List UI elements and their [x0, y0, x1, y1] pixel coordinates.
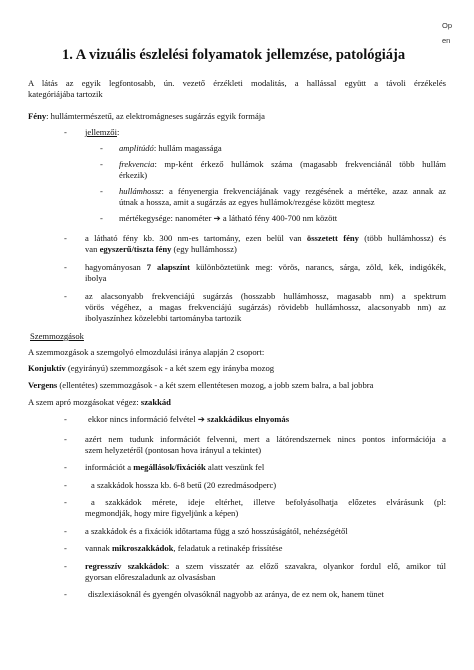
bullet-dash: - — [64, 497, 67, 507]
szakkad-bullet-2-line-1: azért nem tudunk információt felvenni, mert a látórendszernek nincs pontos információja a — [85, 434, 446, 444]
szakkad-bullet-3: információt a megállások/fixációk alatt veszünk fel — [85, 462, 265, 472]
bullet-dash: - — [64, 561, 67, 571]
bullet-dash: - — [64, 589, 67, 599]
bullet-dash: - — [64, 526, 67, 536]
feny-text: : hullámtermészetű, az elektromágneses sugárzás egyik formája — [46, 111, 265, 121]
corner-line-1: Op — [442, 21, 453, 30]
szemmozgasok-intro: A szemmozgások a szemgolyó elmozdulási iránya alapján 2 csoport: — [28, 347, 265, 357]
konjuktiv-line: Konjuktív (egyirányú) szemmozgások - a két szem egy irányba mozog — [28, 363, 275, 373]
corner-line-2: en — [442, 36, 451, 45]
feny-bullet-2-line-2: ibolya — [85, 273, 107, 283]
prop-amplitudo: amplitúdó: hullám magassága — [119, 143, 222, 153]
prop-hullamhossz-line-2: útnak a hossza, amit a sugárzás az egyes hullámok/rezgése között megtesz — [119, 197, 375, 207]
szakkad-bullet-1: ekkor nincs információ felvétel ➔ szakkádikus elnyomás — [88, 414, 290, 424]
prop-frekvencia-line-1: frekvencia: mp-ként érkező hullámok száma (magasabb frekvenciánál több hullám — [119, 159, 446, 169]
szakkad-bullet-2-line-2: szem helyzetéről (pontosan hova irányul a tekintet) — [85, 445, 262, 455]
section-heading-szemmozgasok: Szemmozgások — [30, 331, 84, 341]
feny-bullet-2-line-1: hagyományosan 7 alapszínt különböztetünk meg: vörös, narancs, sárga, zöld, kék, indigókék, — [85, 262, 446, 272]
feny-label: Fény — [28, 111, 47, 121]
prop-mertekegyseg: mértékegysége: nanométer ➔ a látható fény 400-700 nm között — [119, 213, 338, 223]
szakkad-bullet-4: a szakkádok hossza kb. 6-8 betű (20 ezredmásodperc) — [91, 480, 277, 490]
arrow-right-icon: ➔ — [197, 414, 205, 424]
szakkad-intro: A szem apró mozgásokat végez: szakkád — [28, 397, 171, 407]
bullet-dash: - — [100, 213, 103, 223]
szakkad-bullet-8-line-2: gyorsan előreszaladunk az olvasásban — [85, 572, 216, 582]
intro-line-2: kategóriájába tartozik — [28, 89, 103, 99]
bullet-dash: - — [100, 143, 103, 153]
bullet-dash: - — [64, 543, 67, 553]
feny-definition — [28, 111, 265, 122]
feny-bullet-3-line-2: vörös végéhez, a magas frekvenciájú sugárzás) rövidebb hullámhossz, alacsonyabb nm) az — [85, 302, 446, 312]
arrow-right-icon: ➔ — [213, 213, 221, 223]
page-title: 1. A vizuális észlelési folyamatok jellemzése, patológiája — [62, 47, 406, 63]
bullet-dash: - — [64, 127, 67, 137]
bullet-dash: - — [64, 262, 67, 272]
bullet-dash: - — [64, 480, 67, 490]
feny-bullet-3-line-3: ibolyaszínhez közelebbi tartományba tartozik — [85, 313, 242, 323]
prop-hullamhossz-line-1: hullámhossz: a fényenergia frekvenciájának vagy rezgésének a mértéke, azaz annak az — [119, 186, 446, 196]
bullet-dash: - — [64, 434, 67, 444]
szakkad-bullet-5-line-1: a szakkádok mérete, ideje eltérhet, illetve befolyásolhatja előzetes elvárásunk (pl: — [91, 497, 446, 507]
szakkad-bullet-9: diszlexiásoknál és gyengén olvasóknál nagyobb az aránya, de ez nem ok, hanem tünet — [88, 589, 384, 599]
bullet-dash: - — [64, 462, 67, 472]
szakkad-bullet-5-line-2: megmondják, hogy mire figyeljünk a képen) — [85, 508, 239, 518]
feny-bullet-1-line-2: van egyszerű/tiszta fény (egy hullámhossz) — [85, 244, 237, 254]
bullet-dash: - — [100, 186, 103, 196]
szakkad-bullet-8-line-1: regresszív szakkádok: a szem visszatér az előző szavakra, olyankor fordul elő, amikor túl — [85, 561, 446, 571]
prop-frekvencia-line-2: érkezik) — [119, 170, 148, 180]
bullet-dash: - — [100, 159, 103, 169]
corner-label — [442, 18, 468, 48]
feny-bullet-3-line-1: az alacsonyabb frekvenciájú sugárzás (hosszabb hullámhossz, magasabb nm) a spektrum — [85, 291, 446, 301]
vergens-line: Vergens (ellentétes) szemmozgások - a két szem ellentétesen mozog, a jobb szem balra, a bal jobbra — [28, 380, 374, 390]
szakkad-bullet-6: a szakkádok és a fixációk időtartama függ a szó hosszúságától, nehézségétől — [85, 526, 348, 536]
intro-line-1: A látás az egyik legfontosabb, ún. vezető érzékleti modalitás, a hallással együtt a távoli érzékelés — [28, 78, 446, 88]
feny-bullet-1-line-1: a látható fény kb. 300 nm-es tartomány, ezen belül van összetett fény (több hullámhossz) és — [85, 233, 446, 243]
jellemzoi-label: jellemzői — [85, 127, 117, 137]
szakkad-bullet-7: vannak mikroszakkádok, feladatuk a retinakép frissítése — [85, 543, 283, 553]
bullet-dash: - — [64, 233, 67, 243]
jellemzoi-heading: jellemzői: — [85, 127, 120, 137]
bullet-dash: - — [64, 414, 67, 424]
bullet-dash: - — [64, 291, 67, 301]
